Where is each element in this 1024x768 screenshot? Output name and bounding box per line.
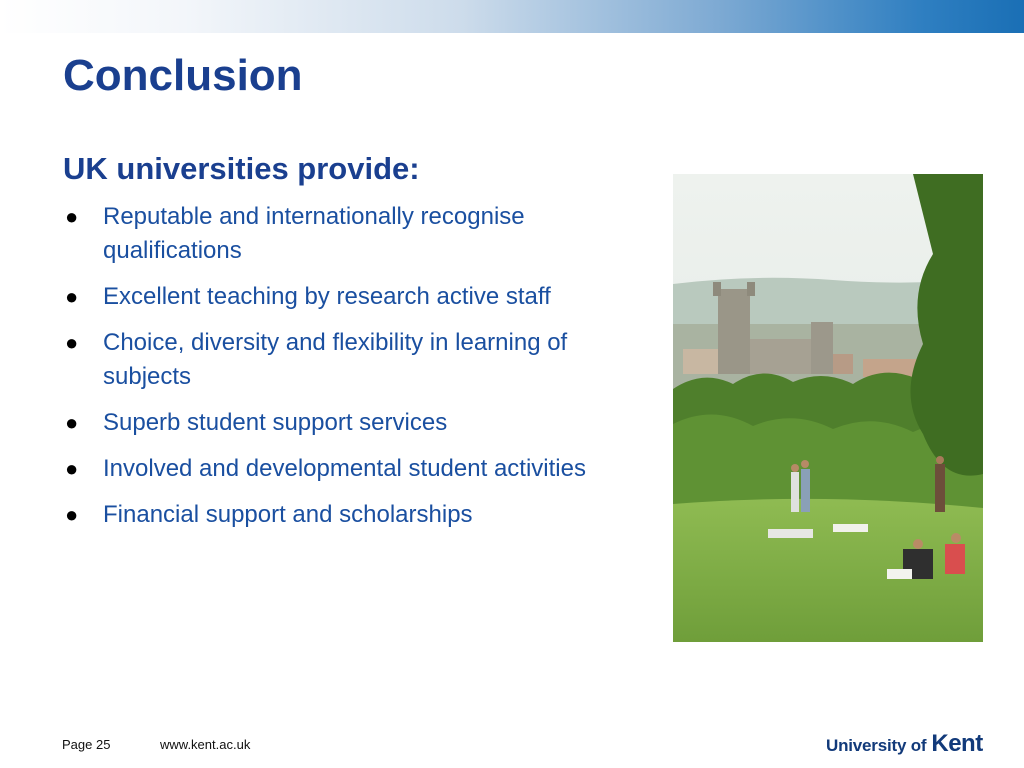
bullet-list bbox=[63, 200, 623, 544]
bullet-icon: ● bbox=[65, 284, 79, 309]
bullet-icon: ● bbox=[65, 502, 79, 527]
bullet-item bbox=[63, 200, 623, 268]
bullet-item bbox=[63, 406, 623, 440]
bullet-text: Superb student support services bbox=[103, 409, 448, 436]
bullet-text: Reputable and internationally recognise qualifications bbox=[103, 203, 525, 264]
bullet-item bbox=[63, 326, 623, 394]
bullet-icon: ● bbox=[65, 204, 79, 229]
bullet-icon: ● bbox=[65, 456, 79, 481]
slide-subheading: UK universities provide: bbox=[63, 151, 420, 186]
bullet-text: Excellent teaching by research active staff bbox=[103, 283, 551, 310]
logo-prefix: University of bbox=[826, 736, 927, 755]
bullet-text: Involved and developmental student activities bbox=[103, 455, 586, 482]
bullet-icon: ● bbox=[65, 330, 79, 355]
bullet-icon: ● bbox=[65, 410, 79, 435]
bullet-item bbox=[63, 280, 623, 314]
bullet-item bbox=[63, 498, 623, 532]
footer-url: www.kent.ac.uk bbox=[160, 737, 251, 752]
bullet-text: Choice, diversity and flexibility in learning of subjects bbox=[103, 329, 568, 390]
university-logo bbox=[826, 730, 983, 758]
page-number: Page 25 bbox=[62, 737, 111, 752]
slide-title: Conclusion bbox=[63, 51, 303, 100]
campus-photo bbox=[673, 174, 983, 642]
bullet-item bbox=[63, 452, 623, 486]
header-gradient-band bbox=[0, 0, 1024, 33]
bullet-text: Financial support and scholarships bbox=[103, 501, 473, 528]
logo-name: Kent bbox=[931, 730, 983, 757]
